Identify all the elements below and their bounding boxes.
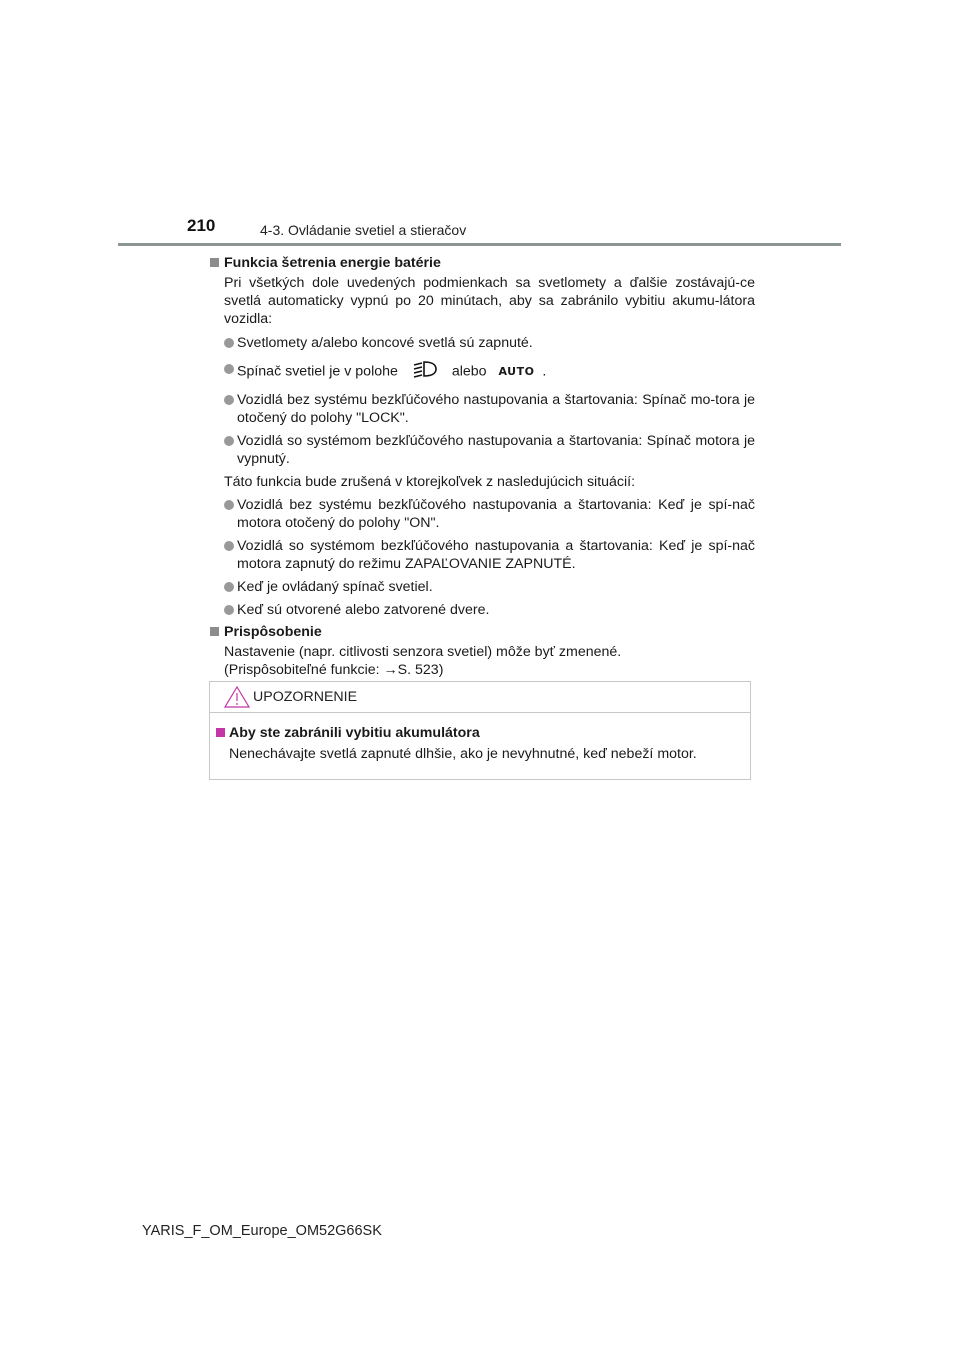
page-number: 210 — [187, 216, 216, 235]
section-heading-customization: Prispôsobenie — [210, 623, 755, 641]
list-item: Vozidlá so systémom bezkľúčového nastupovania a štartovania: Keď je spí-nač motora zapnutý do režimu ZAPAĽOVANIE ZAPNUTÉ. — [224, 537, 755, 573]
list-item: Svetlomety a/alebo koncové svetlá sú zapnuté. — [224, 334, 755, 352]
round-bullet-icon — [224, 364, 234, 374]
round-bullet-icon — [224, 541, 234, 551]
list-item: Vozidlá bez systému bezkľúčového nastupovania a štartovania: Keď je spí-nač motora otočený do polohy "ON". — [224, 496, 755, 532]
headlight-icon — [412, 360, 438, 383]
section-title: 4-3. Ovládanie svetiel a stieračov — [260, 222, 467, 238]
list-item: Keď sú otvorené alebo zatvorené dvere. — [224, 601, 755, 619]
square-bullet-icon — [210, 627, 219, 636]
warning-body — [216, 724, 741, 763]
customization-line-2: (Prispôsobiteľné funkcie: →S. 523) — [224, 662, 444, 678]
round-bullet-icon — [224, 395, 234, 405]
round-bullet-icon — [224, 582, 234, 592]
customization-line-1: Nastavenie (napr. citlivosti senzora svetiel) môže byť zmenené. — [224, 644, 622, 660]
round-bullet-icon — [224, 605, 234, 615]
warning-title: UPOZORNENIE — [253, 689, 358, 705]
square-bullet-icon — [210, 258, 219, 267]
main-content — [210, 254, 755, 679]
warning-header — [210, 682, 750, 713]
round-bullet-icon — [224, 436, 234, 446]
battery-saver-intro: Pri všetkých dole uvedených podmienkach sa svetlomety a ďalšie zostávajú-ce svetlá automaticky vypnú po 20 minútach, aby sa zabránilo vybitiu akumu-látora vozidla: — [224, 275, 755, 327]
header-divider — [118, 243, 841, 246]
cancel-intro: Táto funkcia bude zrušená v ktorejkoľvek z nasledujúcich situácií: — [224, 474, 636, 490]
warning-text: Nenechávajte svetlá zapnuté dlhšie, ako je nevyhnutné, keď nebeží motor. — [229, 746, 697, 762]
list-item: Spínač svetiel je v polohe alebo AUTO . — [224, 360, 755, 383]
section-heading-battery-saver: Funkcia šetrenia energie batérie — [210, 254, 755, 272]
round-bullet-icon — [224, 500, 234, 510]
round-bullet-icon — [224, 338, 234, 348]
list-item: Keď je ovládaný spínač svetiel. — [224, 578, 755, 596]
auto-icon: AUTO — [498, 364, 535, 378]
list-item: Vozidlá so systémom bezkľúčového nastupovania a štartovania: Spínač motora je vypnutý. — [224, 432, 755, 468]
square-bullet-icon — [216, 728, 225, 737]
list-item: Vozidlá bez systému bezkľúčového nastupovania a štartovania: Spínač mo-tora je otočený do polohy "LOCK". — [224, 391, 755, 427]
warning-subheading: Aby ste zabránili vybitiu akumulátora — [216, 724, 741, 742]
document-code: YARIS_F_OM_Europe_OM52G66SK — [142, 1223, 382, 1239]
page-header — [187, 216, 847, 246]
warning-box — [209, 681, 751, 780]
warning-triangle-icon — [224, 686, 250, 713]
